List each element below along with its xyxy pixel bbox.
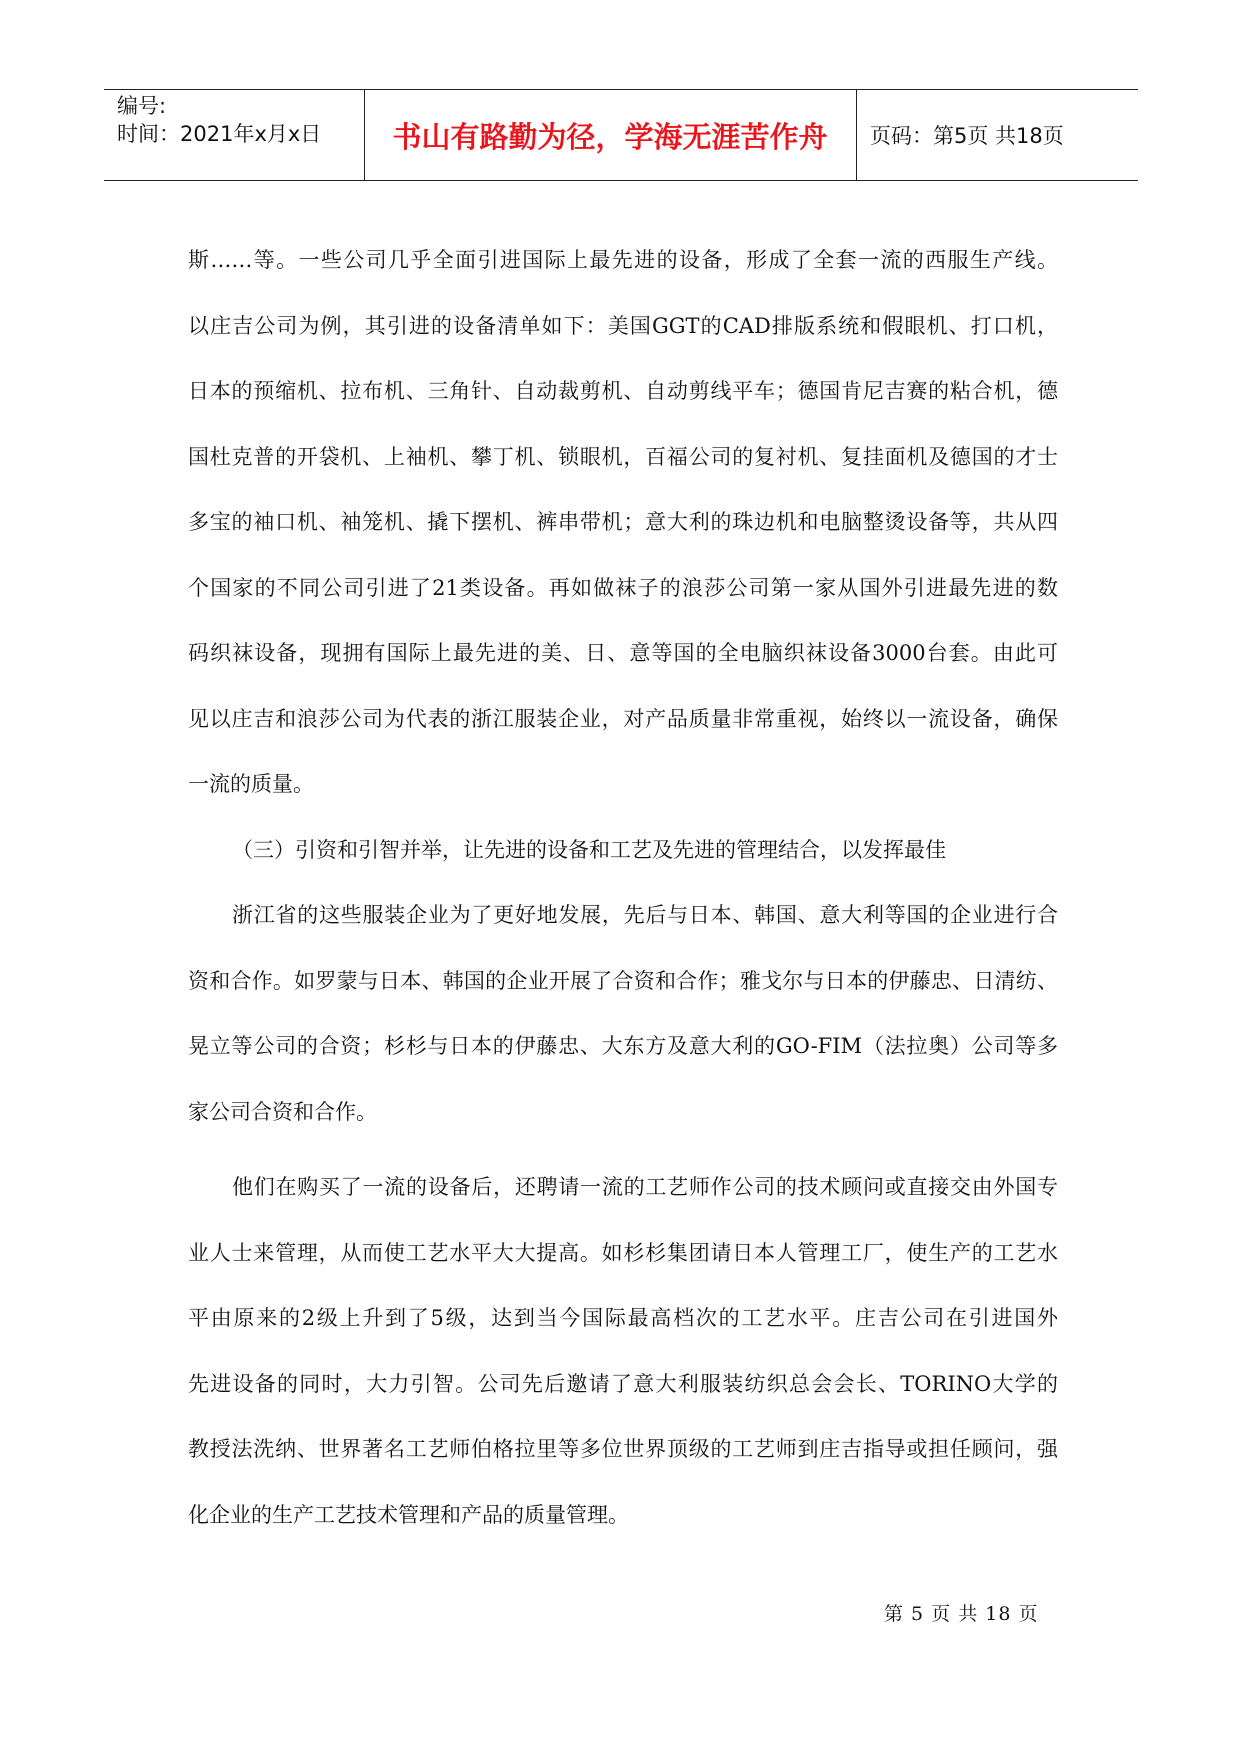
text-line: 码织袜设备，现拥有国际上最先进的美、日、意等国的全电脑织袜设备3000台套。由此可 — [188, 641, 1058, 665]
text-line: 平由原来的2级上升到了5级，达到当今国际最高档次的工艺水平。庄吉公司在引进国外 — [188, 1306, 1058, 1330]
text-line: 个国家的不同公司引进了21类设备。再如做袜子的浪莎公司第一家从国外引进最先进的数 — [188, 575, 1058, 600]
text-line: 业人士来管理，从而使工艺水平大大提高。如杉杉集团请日本人管理工厂，使生产的工艺水 — [188, 1240, 1058, 1265]
header-motto: 书山有路勤为径，学海无涯苦作舟 — [392, 119, 828, 154]
text-line: 教授法洗纳、世界著名工艺师伯格拉里等多位世界顶级的工艺师到庄吉指导或担任顾问，强 — [188, 1437, 1058, 1461]
paragraph-gap — [188, 1145, 1058, 1155]
text-line: 化企业的生产工艺技术管理和产品的质量管理。 — [188, 1502, 629, 1527]
page-header — [104, 89, 1138, 181]
serial-number-label: 编号: — [117, 94, 167, 118]
text-line: 先进设备的同时，大力引智。公司先后邀请了意大利服装纺织总会会长、TORINO大学的 — [188, 1371, 1058, 1396]
header-divider-right — [856, 90, 857, 180]
text-line: 斯……等。一些公司几乎全面引进国际上最先进的设备，形成了全套一流的西服生产线。 — [188, 248, 1058, 272]
text-line: 国杜克普的开袋机、上袖机、攀丁机、锁眼机，百福公司的复衬机、复挂面机及德国的才士 — [188, 444, 1058, 469]
text-line: 日本的预缩机、拉布机、三角针、自动裁剪机、自动剪线平车；德国肯尼吉赛的粘合机，德 — [188, 379, 1058, 403]
text-line: 多宝的袖口机、袖笼机、撬下摆机、裤串带机；意大利的珠边机和电脑整烫设备等，共从四 — [188, 510, 1058, 534]
text-line: 浙江省的这些服装企业为了更好地发展，先后与日本、韩国、意大利等国的企业进行合 — [232, 903, 1058, 927]
paragraph-equipment — [188, 228, 1058, 818]
text-line: 以庄吉公司为例，其引进的设备清单如下：美国GGT的CAD排版系统和假眼机、打口机， — [188, 313, 1058, 338]
text-line: 一流的质量。 — [188, 772, 314, 796]
paragraph-joint-ventures — [188, 883, 1058, 1145]
page-footer: 第 5 页 共 18 页 — [884, 1603, 1039, 1625]
text-line: 家公司合资和合作。 — [188, 1099, 377, 1124]
date-label: 时间：2021年x月x日 — [117, 122, 322, 146]
text-line: 他们在购买了一流的设备后，还聘请一流的工艺师作公司的技术顾问或直接交由外国专 — [232, 1175, 1058, 1199]
paragraph-talent — [188, 1155, 1058, 1548]
header-divider-left — [364, 90, 365, 180]
text-line: 资和合作。如罗蒙与日本、韩国的企业开展了合资和合作；雅戈尔与日本的伊藤忠、日清纺、 — [188, 968, 1058, 993]
text-line: 晃立等公司的合资；杉杉与日本的伊藤忠、大东方及意大利的GO-FIM（法拉奥）公司等多 — [188, 1034, 1058, 1058]
section-heading: （三）引资和引智并举，让先进的设备和工艺及先进的管理结合，以发挥最佳 — [232, 837, 946, 862]
document-body — [188, 228, 1058, 1548]
header-page-number: 页码：第5页 共18页 — [870, 124, 1064, 148]
header-meta — [117, 92, 321, 148]
text-line: 见以庄吉和浪莎公司为代表的浙江服装企业，对产品质量非常重视，始终以一流设备，确保 — [188, 706, 1058, 731]
